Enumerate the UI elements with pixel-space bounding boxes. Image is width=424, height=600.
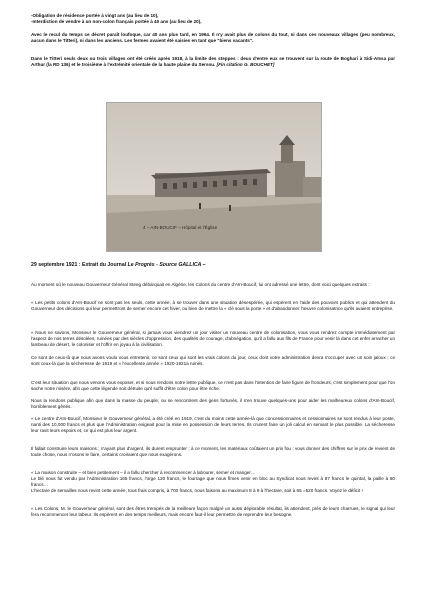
article-caption-date: 29 septembre 1921 : Extrait du Journal [31,262,127,268]
postcard-photo [106,102,322,252]
paragraph: Nous la rendons publique afin que dans la masse du peuple, ou se rencontrent des gens fortunés, il s'en trouve quelques-uns pour aider les malheureux colons d'Aïn-Boucif, horriblement gênés. [31,398,395,409]
photo-caption: 4 – AIN-BOUCIF – Hôpital et l'Église [143,225,218,230]
paragraph: « Les Colons, M. le Gouverneur général, sont des êtres trempés de la meilleure façon malgré un aussi déplorable résultat, ils attendent, près de leurs charrues, le signal qui leur fera recommencer leur labeur. Ils espèrent en des temps meilleurs, mais encore faut-il leur permettre de reprendre leur besogne. [31,506,395,517]
intro-line-2: -Interdiction de vendre à un non-colon français portée à 40 ans (au lieu de 20), [31,19,202,24]
article-source: - Source GALLICA – [156,262,206,268]
postcard-photo-svg [107,103,321,251]
paragraph: L'hectare de semailles nous revint cette année, tous frais compris, à 700 francs, nous faisons au maximum 8 à 9 à l'hectare, soit à 65 =520 francs. Voyez le déficit ! [31,488,363,493]
paragraph: C'est leur situation que nous venons vous exposer, et si nous rendons notre lettre publique, ce n'est pas dans l'intention de faire figure de frondeurs, c'est simplement pour que l'on sache notre misère, afin que cette légende soit détruite qu'il suffit d'être colon pour être riche. [31,380,395,391]
intro-paragraph-2 [31,56,395,68]
intro-paragraph-2-text: Dans le Titteri seuls deux ou trois villages ont été créés après 1918, à la limite des steppes : deux d'entre eux se trouvent sur la route de Boghari à Sidi-Aïssa par Arthur (la RD 136) et le troisième à l'extrémité orientale de la haute plaine du Sersou. [31,56,395,67]
intro-line-1: -Obligation de résidence portée à vingt ans (au lieu de 10), [31,13,159,18]
intro-paragraph: Avec le recul du temps ce décret paraît loufoque, car 40 ans plus tard, en 1964. Il n'y avait plus de colons du tout, ni dans ces nouveaux villages (peu nombreux, aucun dans le Titteri), ni dans les anciens. Les fermes avaient été saisies en tant que "biens vacants". [31,32,395,43]
paragraph: Il fallait construire leurs maisons ; n'ayant plus d'argent, ils durent emprunter ; à ce moment, les matériaux coûtaient un prix fou ; vous donner des chiffres sur le prix de revient de toute chose, nous n'osons le faire, certains croiraient que nous exagérons. [31,446,395,457]
paragraph: Le blé nous fut vendu par l'Administration 165 francs, l'orge 120 francs, le fourrage que nous fîmes venir en bloc au Syndicat nous revint à 87 francs le quintal, la paille à 60 francs… [31,476,395,487]
paragraph: « Le centre d'Aïn-Boucif, Monsieur le Gouverneur général, a été créé en 1919, c'est du moins cette année-là que concessionnaires et cessionnaires se sont rendus à leur poste, nanti des 10.000 francs et plus que l'Administration exigeait pour la mise en possession de leurs terres. Ils crurent faire un joli calcul en semant le plus possible. La sécheresse leur ravit leurs espoirs et, ce qui est plus leur argent. [31,416,395,433]
paragraph: « Les petits colons d'Aïn-Boucif ne sont pas les seuls, cette année, à se trouver dans une situation désespérée, qui espèrent en l'aide des pouvoirs publics et qui attendent du Gouverneur des décisions qui leur permettront de semer encore cet hiver, ou bien de mettre la « clé sous la porte » et d'abandonner l'œuvre colonisatrice qu'ils avaient entreprise. [31,300,395,311]
paragraph: Ce sont de ceux-là que nous avons voulu vous entretenir, ce sont ceux qui sont les vrais colons du jour, ceux dont votre administration devra s'occuper avec un soin jaloux ; ce sont ceux-là que la sécheresse de 1919 et « l'excellente année » 1920-1921a ruinés. [31,355,395,366]
paragraph: « Nous ne savons, Monsieur le Gouverneur général, si jamais vous viendrez un jour visiter un nouveau centre de colonisation, vous vous rendrez compte immédiatement par l'aspect de nos terres désolées, ruinées par des siècles d'oppression, des qualités de courage, d'abnégation, qu'il a fallu aux fils de France pour venir là dans cet enfer arracher un lambeau de désert, le coloniser et l'offrir en joyau à la civilisation. [31,330,395,347]
article-journal: Le Progrès [127,262,155,268]
paragraph: Au moment où le nouveau Gouverneur Général Steeg débarquait en Algérie, les Colons du centre d'Aïn-Boucif, lui ont adressé une lettre, dont voici quelques extraits : [31,282,370,287]
paragraph: « La maison construite – et bien petitement – il a fallu chercher à recommencer à labourer, semer et manger… [31,470,256,475]
article-caption [31,262,395,268]
intro-citation: [Fin citation G. BOUCHET] [216,62,275,67]
